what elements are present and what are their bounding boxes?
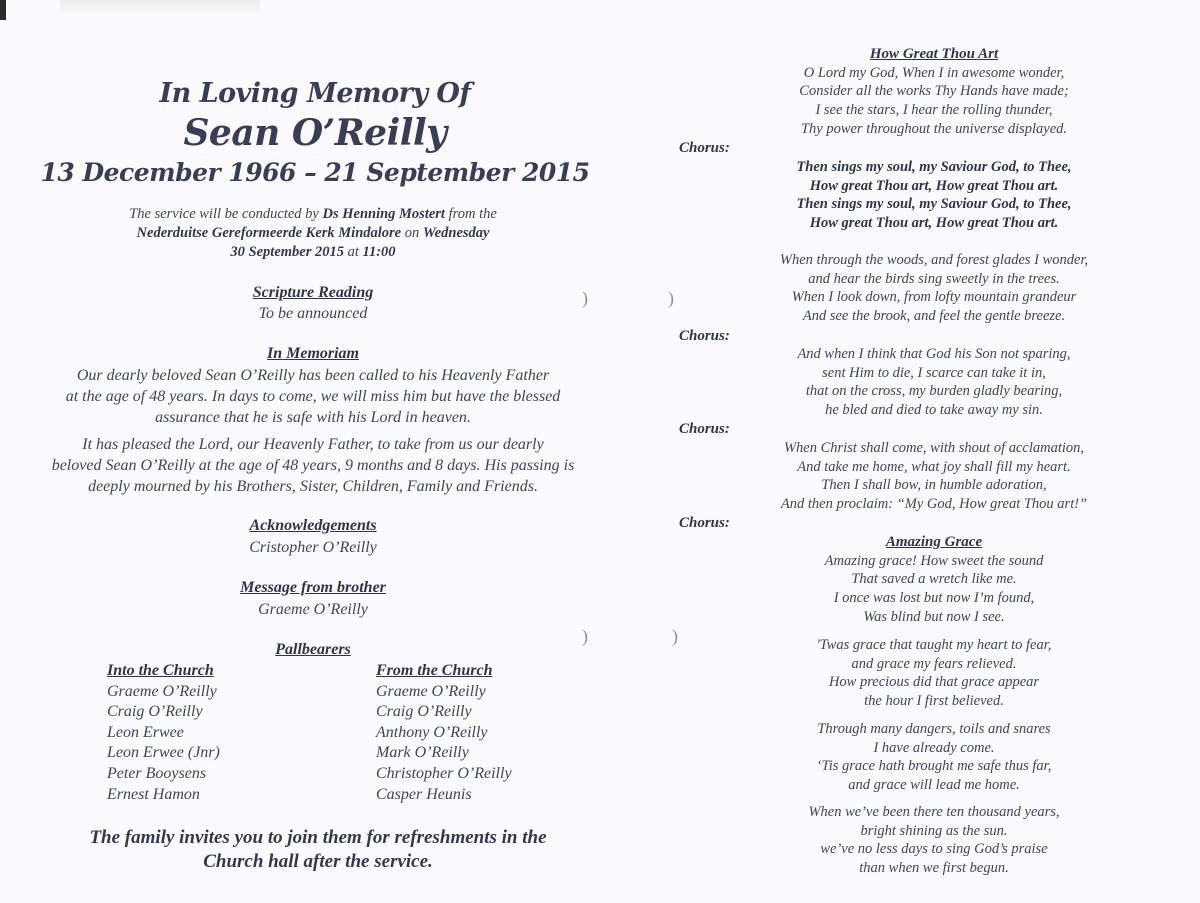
service-text: from the xyxy=(444,206,497,222)
pallbearer-name: Ernest Hamon xyxy=(107,785,200,803)
lyric-line: And when I think that God his Son not sparing, xyxy=(797,346,1071,362)
minister-name: Ds Henning Mostert xyxy=(322,206,445,222)
chorus-label: Chorus: xyxy=(679,421,730,437)
fold-mark: ) xyxy=(668,288,674,308)
memorial-heading: In Loving Memory Of xyxy=(159,78,471,109)
lyric-line: ‘Tis grace hath brought me safe thus far, xyxy=(816,758,1052,775)
service-text: The service will be conducted by xyxy=(129,206,323,222)
lyric-line: O Lord my God, When I in awesome wonder, xyxy=(803,64,1065,81)
service-time: 11:00 xyxy=(362,244,396,260)
lyric-line: And see the brook, and feel the gentle breeze. xyxy=(802,308,1066,325)
into-church-heading: Into the Church xyxy=(107,662,214,679)
service-day: Wednesday xyxy=(422,225,490,241)
lyric-line: Was blind but now I see. xyxy=(863,608,1005,625)
lyric-line: How precious did that grace appear xyxy=(828,674,1040,691)
lyric-line: I have already come. xyxy=(873,739,995,756)
memoriam-heading: In Memoriam xyxy=(266,345,359,362)
pallbearer-name: Leon Erwee (Jnr) xyxy=(107,744,220,762)
lyric-line: 'Twas grace that taught my heart to fear, xyxy=(816,637,1052,653)
chorus-label: Chorus: xyxy=(679,140,730,156)
pallbearer-name: Anthony O’Reilly xyxy=(376,723,488,741)
memoriam-paragraph-1 xyxy=(0,365,626,428)
life-dates: 13 December 1966 – 21 September 2015 xyxy=(40,158,590,187)
lyric-line: the hour I first believed. xyxy=(864,693,1004,710)
refreshments-invitation xyxy=(0,826,636,874)
lyric-line: Consider all the works Thy Hands have made; xyxy=(799,83,1069,100)
paragraph-line: at the age of 48 years. In days to come, we will miss him but have the blessed xyxy=(65,388,561,405)
pallbearer-name: Casper Heunis xyxy=(376,785,472,803)
lyric-line: How great Thou art, How great Thou art. xyxy=(809,215,1059,232)
lyric-line: When through the woods, and forest glades I wonder, xyxy=(779,252,1089,268)
scripture-heading: Scripture Reading xyxy=(252,284,374,301)
lyric-line: Thy power throughout the universe displayed. xyxy=(800,120,1068,137)
lyric-line: I once was lost but now I’m found, xyxy=(833,590,1035,607)
acknowledgements-heading: Acknowledgements xyxy=(249,517,377,534)
lyric-line: and grace my fears relieved. xyxy=(851,655,1017,672)
fold-mark: ) xyxy=(582,288,588,308)
pallbearer-name: Mark O’Reilly xyxy=(376,744,469,762)
scripture-text: To be announced xyxy=(258,305,368,322)
hymn-amazing-grace-verse-3 xyxy=(706,720,1162,795)
church-name: Nederduitse Gereformeerde Kerk Mindalore xyxy=(136,225,402,241)
memoriam-paragraph-2 xyxy=(0,434,626,497)
chorus-label: Chorus: xyxy=(679,328,730,344)
hymn-how-great-verse-1 xyxy=(706,45,1162,139)
lyric-line: I see the stars, I hear the rolling thunder, xyxy=(815,102,1053,119)
hymn-title-how-great-thou-art: How Great Thou Art xyxy=(869,46,999,62)
lyric-line: When Christ shall come, with shout of acclamation, xyxy=(783,440,1085,456)
hymn-how-great-verse-3 xyxy=(706,345,1162,420)
pallbearer-name: Leon Erwee xyxy=(107,723,184,741)
paragraph-line: It has pleased the Lord, our Heavenly Father, to take from us our dearly xyxy=(82,436,544,453)
hymn-amazing-grace-verse-1 xyxy=(706,533,1162,627)
pallbearer-name: Graeme O’Reilly xyxy=(376,682,486,700)
lyric-line: bright shining as the sun. xyxy=(860,822,1008,839)
lyric-line: we’ve no less days to sing God’s praise xyxy=(820,841,1048,858)
service-date: 30 September 2015 xyxy=(230,244,344,260)
lyric-line: Through many dangers, toils and snares xyxy=(817,721,1051,737)
lyric-line: Then sings my soul, my Saviour God, to Thee, xyxy=(796,159,1072,175)
lyric-line: Then sings my soul, my Saviour God, to Thee, xyxy=(796,196,1072,213)
lyric-line: and grace will lead me home. xyxy=(848,777,1020,794)
hymn-how-great-verse-4 xyxy=(706,439,1162,514)
lyric-line: that on the cross, my burden gladly bearing, xyxy=(805,383,1063,400)
lyric-line: How great Thou art, How great Thou art. xyxy=(809,177,1059,194)
pallbearer-name: Christopher O’Reilly xyxy=(376,764,512,782)
lyric-line: When we’ve been there ten thousand years, xyxy=(808,804,1060,820)
hymn-amazing-grace-verse-4 xyxy=(706,803,1162,878)
hymn-amazing-grace-verse-2 xyxy=(706,636,1162,711)
lyric-line: And then proclaim: “My God, How great Thou art!” xyxy=(780,496,1088,513)
service-text: at xyxy=(344,244,363,260)
paragraph-line: beloved Sean O’Reilly at the age of 48 years, 9 months and 8 days. His passing is xyxy=(51,457,575,474)
lyric-line: When I look down, from lofty mountain grandeur xyxy=(791,289,1077,306)
from-church-heading: From the Church xyxy=(376,662,493,679)
lyric-line: And take me home, what joy shall fill my heart. xyxy=(797,458,1071,475)
pallbearer-name: Graeme O’Reilly xyxy=(107,682,217,700)
invitation-line: The family invites you to join them for refreshments in the xyxy=(89,827,547,848)
lyric-line: and hear the birds sing sweetly in the trees. xyxy=(808,270,1060,287)
service-details xyxy=(0,205,626,262)
hymn-how-great-chorus xyxy=(706,158,1162,233)
lyric-line: That saved a wretch like me. xyxy=(851,571,1017,588)
lyric-line: he bled and died to take away my sin. xyxy=(825,402,1043,419)
lyric-line: than when we first begun. xyxy=(859,860,1009,877)
message-text: Graeme O’Reilly xyxy=(258,601,368,618)
lyric-line: Then I shall bow, in humble adoration, xyxy=(821,477,1047,494)
lyric-line: Amazing grace! How sweet the sound xyxy=(824,552,1044,569)
paragraph-line: assurance that he is safe with his Lord in heaven. xyxy=(155,409,471,426)
service-text: on xyxy=(401,225,423,241)
lyric-line: sent Him to die, I scarce can take it in, xyxy=(822,364,1046,381)
pallbearers-from-column xyxy=(376,661,512,805)
deceased-name: Sean O’Reilly xyxy=(183,112,447,154)
hymn-title-amazing-grace: Amazing Grace xyxy=(885,534,983,550)
hymn-how-great-verse-2 xyxy=(706,251,1162,326)
chorus-label: Chorus: xyxy=(679,515,730,531)
pallbearer-name: Peter Booysens xyxy=(107,764,207,782)
paragraph-line: deeply mourned by his Brothers, Sister, Children, Family and Friends. xyxy=(88,478,538,495)
pallbearer-name: Craig O’Reilly xyxy=(107,703,203,721)
fold-mark: ) xyxy=(672,626,678,646)
message-heading: Message from brother xyxy=(240,579,386,596)
pallbearers-heading: Pallbearers xyxy=(275,641,351,658)
acknowledgements-text: Cristopher O’Reilly xyxy=(249,539,377,556)
pallbearer-name: Craig O’Reilly xyxy=(376,703,472,721)
pallbearers-into-column xyxy=(107,661,220,805)
invitation-line: Church hall after the service. xyxy=(203,851,433,872)
fold-mark: ) xyxy=(582,626,588,646)
paragraph-line: Our dearly beloved Sean O’Reilly has been called to his Heavenly Father xyxy=(76,367,550,384)
